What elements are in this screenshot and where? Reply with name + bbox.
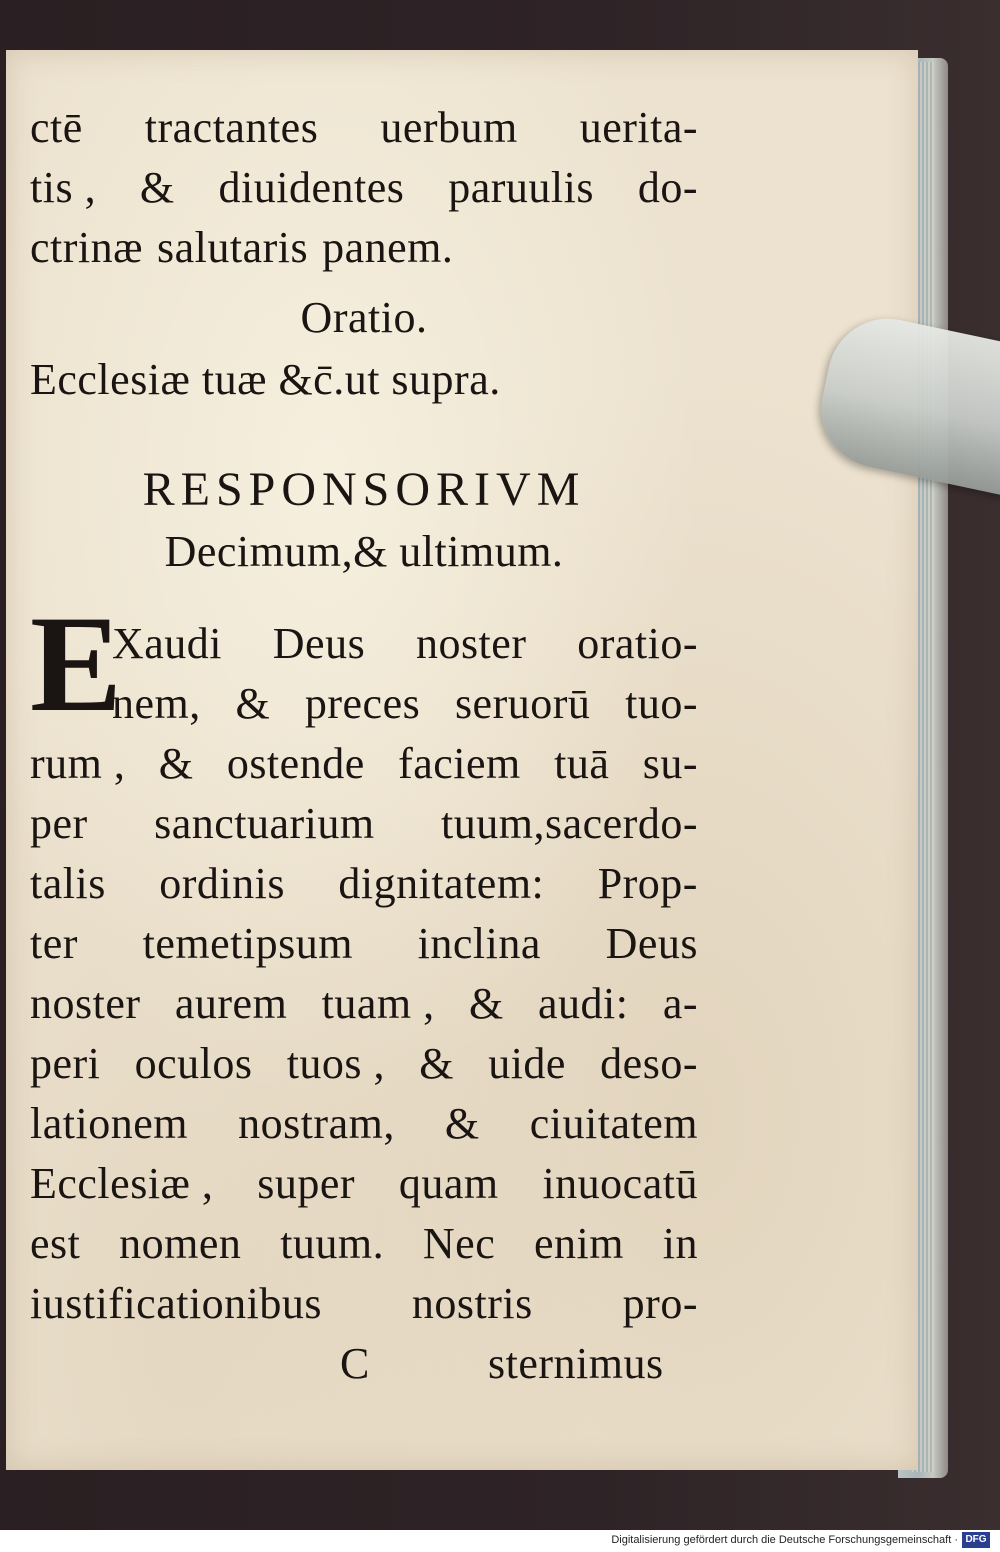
responsorium-heading: RESPONSORIVM bbox=[142, 463, 586, 516]
text-line-talis bbox=[30, 856, 698, 912]
word: tractantes bbox=[144, 103, 319, 152]
word: noster bbox=[415, 619, 527, 668]
text-line-exaudi bbox=[112, 616, 698, 672]
catchword: sternimus bbox=[488, 1339, 664, 1388]
word: quam bbox=[398, 1159, 499, 1208]
word: & bbox=[444, 1099, 480, 1148]
word: enim bbox=[534, 1219, 624, 1268]
word: Deus bbox=[605, 919, 698, 968]
word: uide bbox=[488, 1039, 566, 1088]
word: dignitatem: bbox=[338, 859, 545, 908]
word: Nec bbox=[422, 1219, 496, 1268]
word: nostris bbox=[411, 1279, 533, 1328]
text-line-ecclesiae-2 bbox=[30, 1156, 698, 1212]
word: per bbox=[30, 799, 88, 848]
word: peri bbox=[30, 1039, 101, 1088]
word: paruulis bbox=[448, 163, 594, 212]
word: a- bbox=[662, 979, 698, 1028]
footer-credit: Digitalisierung gefördert durch die Deutsche Forschungsgemeinschaft · bbox=[611, 1534, 958, 1546]
word: inuocatū bbox=[542, 1159, 698, 1208]
word: & bbox=[419, 1039, 454, 1088]
word: nem, bbox=[112, 679, 201, 728]
text-line-lationem bbox=[30, 1096, 698, 1152]
word: ctrinæ bbox=[30, 223, 143, 272]
word: oratio- bbox=[577, 619, 698, 668]
word: ostende bbox=[226, 739, 365, 788]
text-line-2 bbox=[30, 160, 698, 216]
word: nomen bbox=[119, 1219, 242, 1268]
word: su- bbox=[642, 739, 698, 788]
word: & bbox=[235, 679, 271, 728]
text-line-peri bbox=[30, 1036, 698, 1092]
word: sanctuarium bbox=[154, 799, 375, 848]
word: uerbum bbox=[380, 103, 518, 152]
word: super bbox=[257, 1159, 356, 1208]
text-line-nem bbox=[112, 676, 698, 732]
responsorium-subheading: Decimum,& ultimum. bbox=[164, 527, 564, 576]
word: Xaudi bbox=[112, 619, 223, 668]
text-line-1 bbox=[30, 100, 698, 156]
word: ciuitatem bbox=[529, 1099, 698, 1148]
word: inclina bbox=[417, 919, 541, 968]
word: salutaris bbox=[156, 223, 309, 272]
word: in bbox=[662, 1219, 698, 1268]
text-line-ecclesiae: Ecclesiæ tuæ &c̄.ut supra. bbox=[30, 355, 501, 404]
word: do- bbox=[637, 163, 698, 212]
word: seruorū bbox=[454, 679, 591, 728]
word: talis bbox=[30, 859, 106, 908]
word: tuo- bbox=[625, 679, 698, 728]
word: ter bbox=[30, 919, 78, 968]
word: aurem bbox=[174, 979, 288, 1028]
word: tuum. bbox=[280, 1219, 385, 1268]
word: & bbox=[139, 163, 175, 212]
word: noster bbox=[30, 979, 141, 1028]
word: tuam , bbox=[321, 979, 435, 1028]
text-line-iustificationibus bbox=[30, 1276, 698, 1332]
text-line-per bbox=[30, 796, 698, 852]
text-line-ter bbox=[30, 916, 698, 972]
word: faciem bbox=[398, 739, 521, 788]
word: Ecclesiæ , bbox=[30, 1159, 214, 1208]
drop-cap: E bbox=[30, 587, 123, 740]
word: Prop- bbox=[597, 859, 698, 908]
word: panem. bbox=[322, 223, 454, 272]
word: iustificationibus bbox=[30, 1279, 323, 1328]
word: temetipsum bbox=[142, 919, 353, 968]
word: tuā bbox=[554, 739, 610, 788]
word: est bbox=[30, 1219, 81, 1268]
word: audi: bbox=[538, 979, 629, 1028]
word: ordinis bbox=[159, 859, 285, 908]
word: tuos , bbox=[286, 1039, 386, 1088]
word: nostram, bbox=[238, 1099, 395, 1148]
word: uerita- bbox=[579, 103, 698, 152]
word: diuidentes bbox=[218, 163, 405, 212]
word: pro- bbox=[622, 1279, 698, 1328]
word: tis , bbox=[30, 163, 97, 212]
word: preces bbox=[304, 679, 421, 728]
word: & bbox=[468, 979, 504, 1028]
word: & bbox=[158, 739, 194, 788]
word: ctē bbox=[30, 103, 83, 152]
signature-mark: C bbox=[340, 1339, 370, 1388]
word: rum , bbox=[30, 739, 126, 788]
oratio-heading: Oratio. bbox=[300, 293, 428, 342]
text-line-noster bbox=[30, 976, 698, 1032]
text-line-rum bbox=[30, 736, 698, 792]
dfg-logo: DFG bbox=[962, 1532, 990, 1548]
word: tuum,sacerdo- bbox=[441, 799, 698, 848]
text-line-est bbox=[30, 1216, 698, 1272]
word: lationem bbox=[30, 1099, 188, 1148]
word: Deus bbox=[272, 619, 366, 668]
word: oculos bbox=[134, 1039, 253, 1088]
word: deso- bbox=[600, 1039, 698, 1088]
text-line-3 bbox=[30, 220, 453, 276]
